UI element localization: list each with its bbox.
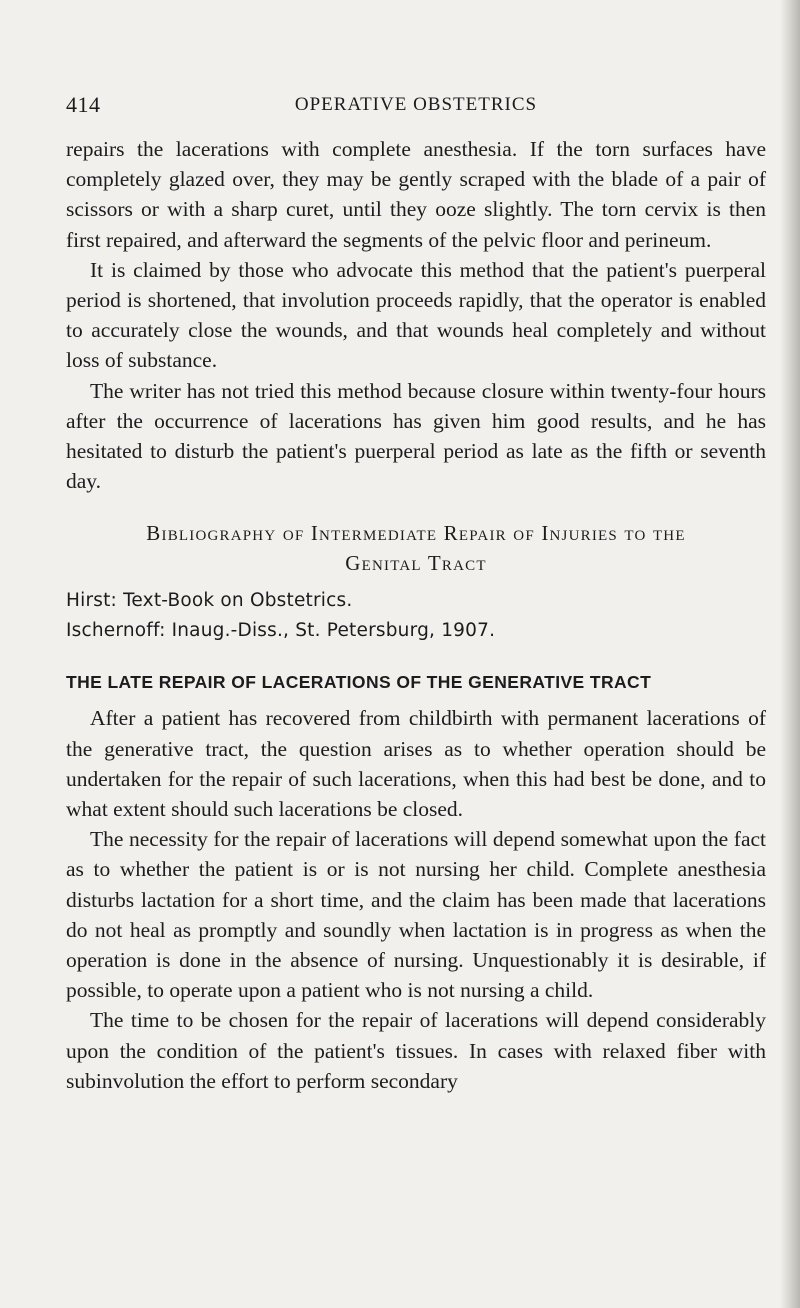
running-title: OPERATIVE OBSTETRICS [294, 94, 538, 115]
bibliography-heading [66, 518, 766, 578]
section-paragraph-1: After a patient has recovered from childbirth with permanent lacerations of the generative tract, the question arises as to whether operation should be undertaken for the repair of such lacerations, when this had best be done, and to what extent should such lacerations be closed. [66, 706, 766, 822]
bibliography-heading-line-2: Genital Tract [345, 551, 487, 576]
section-paragraph-2: The necessity for the repair of lacerations will depend somewhat upon the fact as to whether the patient is or is not nursing her child. Complete anesthesia disturbs lactation for a short time, and the claim has been made that lacerations do not heal as promptly and soundly when lactation is in progress as when the operation is done in the absence of nursing. Unquestionably it is desirable, if possible, to operate upon a patient who is not nursing a child. [66, 827, 766, 1003]
running-head [66, 92, 766, 122]
bibliography-entry-ischernoff: Ischernoff: Inaug.-Diss., St. Petersburg, 1907. [66, 620, 496, 642]
bibliography-heading-line-1: Bibliography of Intermediate Repair of Injuries to the [146, 521, 686, 546]
page-number: 414 [66, 92, 101, 117]
section-paragraph-3: The time to be chosen for the repair of lacerations will depend considerably upon the condition of the patient's tissues. In cases with relaxed fiber with subinvolution the effort to perform secondary [66, 1008, 766, 1093]
paragraph-1: repairs the lacerations with complete anesthesia. If the torn surfaces have completely glazed over, they may be gently scraped with the blade of a pair of scissors or with a sharp curet, until they ooze slightly. The torn cervix is then first repaired, and afterward the segments of the pelvic floor and perineum. [66, 137, 766, 252]
paragraph-3: The writer has not tried this method because closure within twenty-four hours after the occurrence of lacerations has given him good results, and he has hesitated to disturb the patient's puerperal period as late as the fifth or seventh day. [66, 378, 766, 494]
section-heading: THE LATE REPAIR OF LACERATIONS OF THE GENERATIVE TRACT [66, 672, 652, 693]
page-edge-shadow [780, 0, 800, 1308]
bibliography-entry-hirst: Hirst: Text-Book on Obstetrics. [66, 590, 353, 612]
book-page [66, 92, 766, 1096]
paragraph-2: It is claimed by those who advocate this method that the patient's puerperal period is shortened, that involution proceeds rapidly, that the operator is enabled to accurately close the wounds, and that wounds heal completely and without loss of substance. [66, 257, 766, 373]
